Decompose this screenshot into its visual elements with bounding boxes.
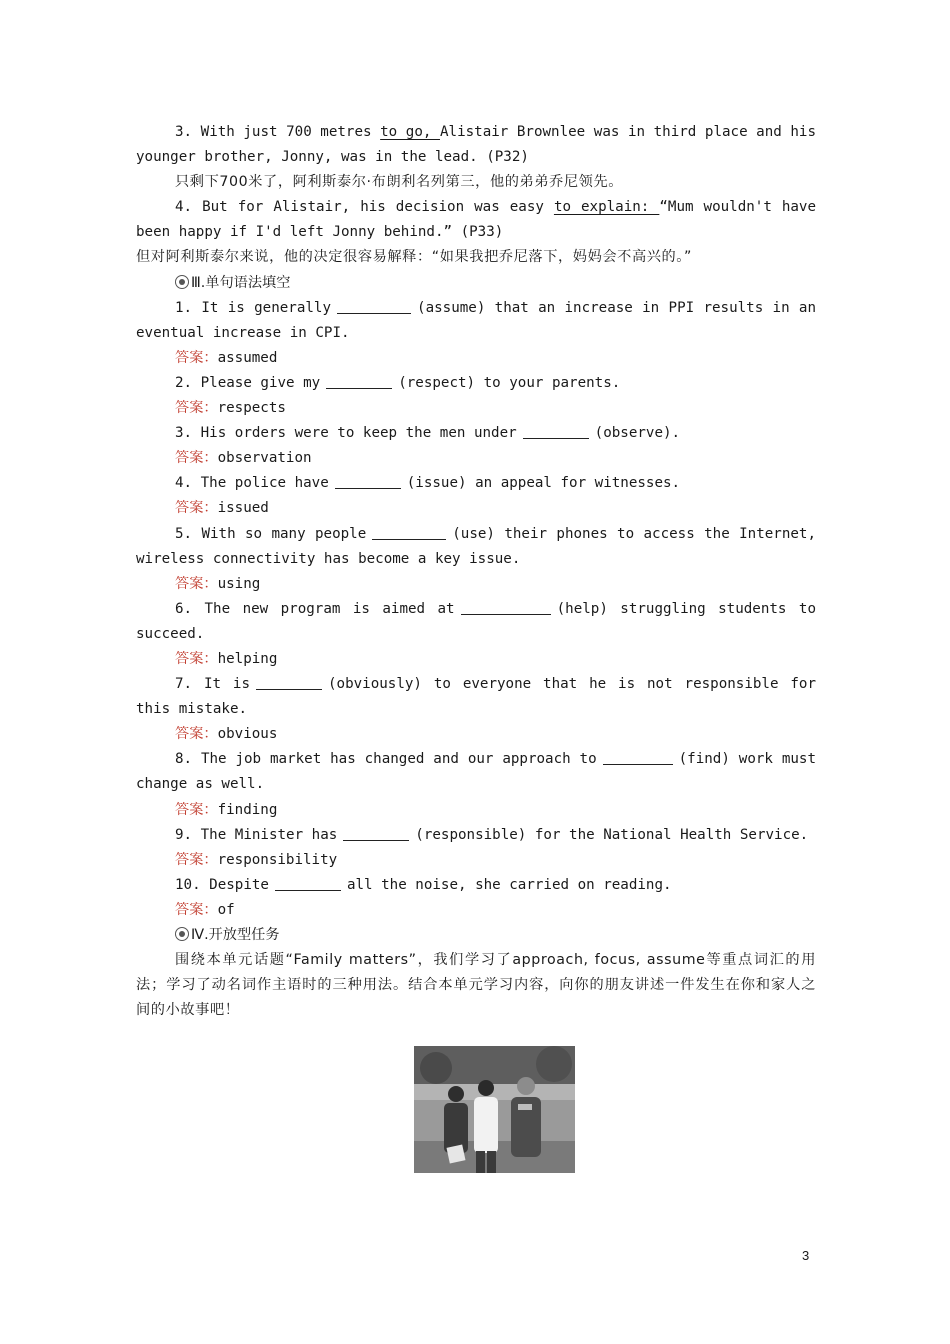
exercise-item: 6. The new program is aimed at (help) struggling students to succeed. — [136, 600, 816, 642]
answer-label: 答案： — [175, 450, 218, 467]
answer-label: 答案： — [175, 726, 218, 743]
translation-item-3: 3. With just 700 metres to go, Alistair Brownlee was in third place and his younger brother, Jonny, was in the lead. (P32) — [136, 124, 816, 166]
answer-line: 答案：finding — [175, 801, 278, 818]
answer-line: 答案：observation — [175, 450, 312, 467]
answer-label: 答案： — [175, 400, 218, 417]
underlined-phrase: to go, — [380, 124, 440, 140]
answer-line: 答案：using — [175, 575, 261, 592]
family-photo — [414, 1046, 575, 1173]
answer-blank — [256, 675, 322, 690]
answer-blank — [337, 299, 411, 314]
section-heading-3: Ⅲ.单句语法填空 — [136, 271, 816, 296]
answer-line: 答案：obvious — [175, 726, 278, 743]
exercise-item: 5. With so many people (use) their phones to access the Internet, wireless connectivity has become a key issue. — [136, 525, 816, 567]
answer-blank — [461, 600, 551, 615]
answer-blank — [603, 750, 673, 765]
answer-label: 答案： — [175, 575, 218, 592]
page-number: 3 — [802, 1248, 810, 1263]
translation-chinese-4: 但对阿利斯泰尔来说，他的决定很容易解释：“如果我把乔尼落下，妈妈会不高兴的。” — [136, 249, 692, 266]
exercise-item: 2. Please give my (respect) to your parents. — [175, 374, 621, 391]
exercise-item: 7. It is (obviously) to everyone that he is not responsible for this mistake. — [136, 676, 816, 718]
answer-line: 答案：assumed — [175, 349, 278, 366]
answer-blank — [326, 374, 392, 389]
exercise-item: 4. The police have (issue) an appeal for witnesses. — [175, 475, 681, 492]
exercise-item: 9. The Minister has (responsible) for the National Health Service. — [175, 826, 809, 843]
document-page — [136, 120, 816, 1023]
answer-label: 答案： — [175, 650, 218, 667]
answer-blank — [335, 474, 401, 489]
open-task-text: 围绕本单元话题“Family matters”，我们学习了approach, focus, assume等重点词汇的用法；学习了动名词作主语时的三种用法。结合本单元学习内容，向你的朋友讲述一件发生在你和家人之间的小故事吧！ — [136, 952, 816, 1019]
answer-label: 答案： — [175, 500, 218, 517]
exercise-item: 8. The job market has changed and our approach to (find) work must change as well. — [136, 751, 816, 793]
underlined-phrase: to explain: — [553, 199, 660, 216]
target-bullet-icon — [175, 927, 189, 941]
answer-label: 答案： — [175, 901, 218, 918]
family-photo-illustration — [414, 1046, 575, 1173]
answer-blank — [372, 525, 446, 540]
answer-label: 答案： — [175, 801, 218, 818]
answer-blank — [275, 876, 341, 891]
exercise-item: 10. Despite all the noise, she carried on reading. — [175, 876, 672, 893]
section-heading-4: Ⅳ.开放型任务 — [136, 923, 816, 948]
exercise-item: 3. His orders were to keep the men under (observe). — [175, 425, 681, 442]
answer-blank — [343, 826, 409, 841]
answer-line: 答案：respects — [175, 400, 286, 417]
answer-label: 答案： — [175, 851, 218, 868]
answer-line: 答案：helping — [175, 650, 278, 667]
answer-blank — [523, 424, 589, 439]
answer-label: 答案： — [175, 349, 218, 366]
answer-line: 答案：issued — [175, 500, 269, 517]
answer-line: 答案：of — [175, 901, 235, 918]
answer-line: 答案：responsibility — [175, 851, 338, 868]
translation-chinese-3: 只剩下700米了，阿利斯泰尔·布朗利名列第三，他的弟弟乔尼领先。 — [175, 174, 624, 191]
exercise-item: 1. It is generally (assume) that an increase in PPI results in an eventual increase in CPI. — [136, 299, 817, 341]
translation-item-4: 4. But for Alistair, his decision was easy to explain: “Mum wouldn't have been happy if I'd left Jonny behind.” (P33) — [136, 199, 817, 241]
target-bullet-icon — [175, 275, 189, 289]
